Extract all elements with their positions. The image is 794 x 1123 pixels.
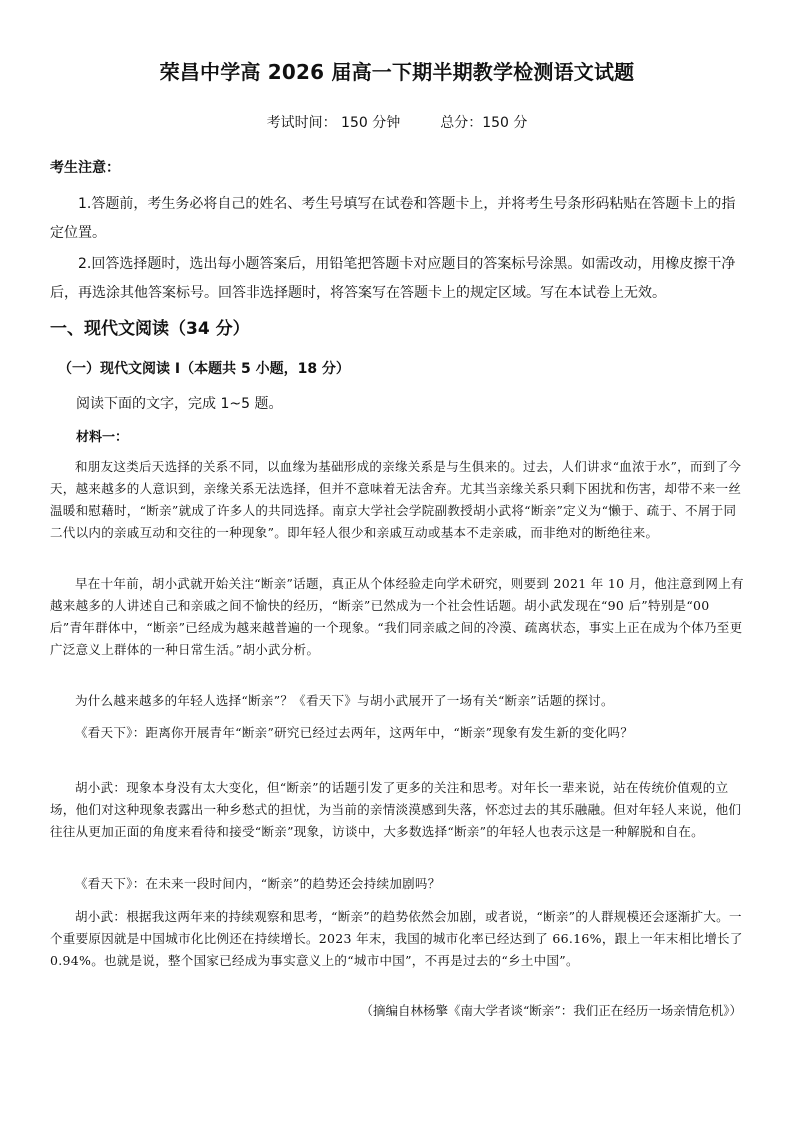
exam-meta [0, 112, 794, 132]
material-paragraph: 胡小武：根据我这两年来的持续观察和思考，“断亲”的趋势依然会加剧，或者说，“断亲”的人群规模还会逐渐扩大。一个重要原因就是中国城市化比例还在持续增长。2023 年末，我国的城市化率已经达到了 66.16%，跟上一年末相比增长了 0.94%。也就是说，整个国家已经成为事实意义上的“城市中国”，不再是过去的“乡土中国”。 [50, 909, 743, 968]
material-paragraph: 《看天下》：距离你开展青年“断亲”研究已经过去两年，这两年中，“断亲”现象有发生新的变化吗？ [75, 725, 634, 740]
material-label: 材料一： [76, 430, 129, 445]
subsection-heading: （一）现代文阅读 Ⅰ（本题共 5 小题，18 分） [58, 361, 350, 377]
material-paragraph: 胡小武：现象本身没有太大变化，但“断亲”的话题引发了更多的关注和思考。对年长一辈来说，站在传统价值观的立场，他们对这种现象表露出一种乡愁式的担忧，为当前的亲情淡漠感到失落，怀恋过去的其乐融融。但对年轻人来说，他们往往从更加正面的角度来看待和接受“断亲”现象，访谈中，大多数选择“断亲”的年轻人也表示这是一种解脱和自在。 [50, 780, 742, 839]
exam-title: 荣昌中学高 2026 届高一下期半期教学检测语文试题 [159, 60, 635, 84]
material-paragraph: 和朋友这类后天选择的关系不同，以血缘为基础形成的亲缘关系是与生俱来的。过去，人们讲求“血浓于水”，而到了今天，越来越多的人意识到，亲缘关系无法选择，但并不意味着无法舍弃。尤其当亲缘关系只剩下困扰和伤害，却带不来一丝温暖和慰藉时，“断亲”就成了许多人的共同选择。南京大学社会学院副教授胡小武将“断亲”定义为“懒于、疏于、不屑于同二代以内的亲戚互动和交往的一种现象”。即年轻人很少和亲戚互动或基本不走亲戚，而非绝对的断绝往来。 [50, 459, 742, 540]
section-heading: 一、现代文阅读（34 分） [50, 319, 250, 339]
reading-instruction: 阅读下面的文字，完成 1~5 题。 [76, 396, 283, 412]
exam-time: 考试时间： 150 分钟 [266, 115, 401, 131]
material-paragraph: 早在十年前，胡小武就开始关注“断亲”话题，真正从个体经验走向学术研究，则要到 2021 年 10 月，他注意到网上有越来越多的人讲述自己和亲戚之间不愉快的经历，“断亲”已然成为一个社会性话题。胡小武发现在“90 后”特别是“00 后”青年群体中，“断亲”已经成为越来越普遍的一个现象。“我们同亲戚之间的冷漠、疏离状态，事实上正在成为个体乃至更广泛意义上群体的一种日常生活。”胡小武分析。 [50, 576, 744, 657]
exam-score: 总分：150 分 [440, 115, 528, 131]
source-citation: （摘编自林杨擎《南大学者谈“断亲”：我们正在经历一场亲情危机》） [360, 1003, 742, 1018]
material-paragraph: 《看天下》：在未来一段时间内，“断亲”的趋势还会持续加剧吗？ [75, 876, 441, 891]
notice-heading: 考生注意： [50, 160, 120, 176]
notice-item-1: 1.答题前，考生务必将自己的姓名、考生号填写在试卷和答题卡上，并将考生号条形码粘贴在答题卡上的指定位置。 [50, 196, 736, 241]
notice-item-2: 2.回答选择题时，选出每小题答案后，用铅笔把答题卡对应题目的答案标号涂黑。如需改动，用橡皮擦干净后，再选涂其他答案标号。回答非选择题时，将答案写在答题卡上的规定区域。写在本试卷上无效。 [50, 256, 736, 301]
material-paragraph: 为什么越来越多的年轻人选择“断亲”？《看天下》与胡小武展开了一场有关“断亲”话题的探讨。 [75, 693, 614, 708]
